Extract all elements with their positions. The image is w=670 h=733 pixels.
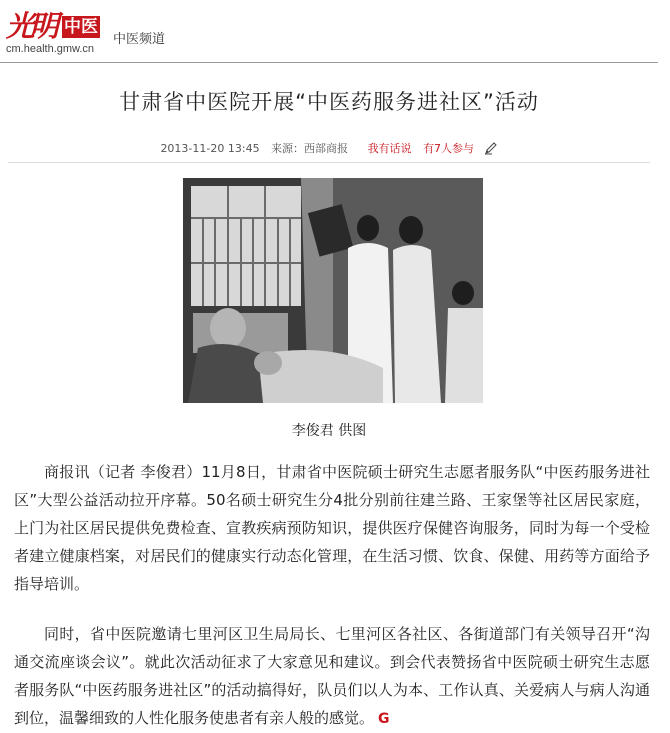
publish-date: 2013-11-20 13:45 <box>160 142 260 155</box>
site-logo[interactable]: 光明 <box>6 9 55 43</box>
participants-link[interactable]: 有7人参与 <box>423 142 475 155</box>
site-domain: cm.health.gmw.cn <box>6 43 95 55</box>
article-paragraph: 商报讯（记者 李俊君）11月8日，甘肃省中医院硕士研究生志愿者服务队“中医药服务进社区”大型公益活动拉开序幕。50名硕士研究生分4批分别前往建兰路、王家堡等社区居民家庭，上门为社区居民提供免费检查、宣教疾病预防知识，提供医疗保健咨询服务，同时为每一个受检者建立健康档案，对居民们的健康实行动态化管理，在生活习惯、饮食、保健、用药等方面给予指导培训。 <box>14 463 650 593</box>
article-title: 甘肃省中医院开展“中医药服务进社区”活动 <box>119 90 539 114</box>
article-source: 来源：西部商报 <box>271 142 349 155</box>
pen-icon[interactable] <box>484 141 498 158</box>
photo-caption: 李俊君 供图 <box>291 423 367 439</box>
logo-channel-badge[interactable]: 中医 <box>64 17 98 37</box>
site-mark-icon: G <box>378 711 390 727</box>
article-photo <box>183 178 483 403</box>
article-meta <box>0 140 658 158</box>
article-paragraph <box>14 620 650 733</box>
site-header <box>0 0 670 64</box>
paragraph-text: 同时，省中医院邀请七里河区卫生局局长、七里河区各社区、各街道部门有关领导召开“沟通交流座谈会议”。就此次活动征求了大家意见和建议。到会代表赞扬省中医院硕士研究生志愿者服务队“中医药服务进社区”的活动搞得好，队员们以人为本、工作认真、关爱病人与病人沟通到位，温馨细致的人性化服务使患者有亲人般的感觉。 <box>14 625 650 727</box>
header-divider <box>0 62 658 63</box>
channel-link[interactable]: 中医频道 <box>113 32 166 47</box>
comment-link[interactable]: 我有话说 <box>367 142 412 155</box>
meta-divider <box>8 162 650 163</box>
